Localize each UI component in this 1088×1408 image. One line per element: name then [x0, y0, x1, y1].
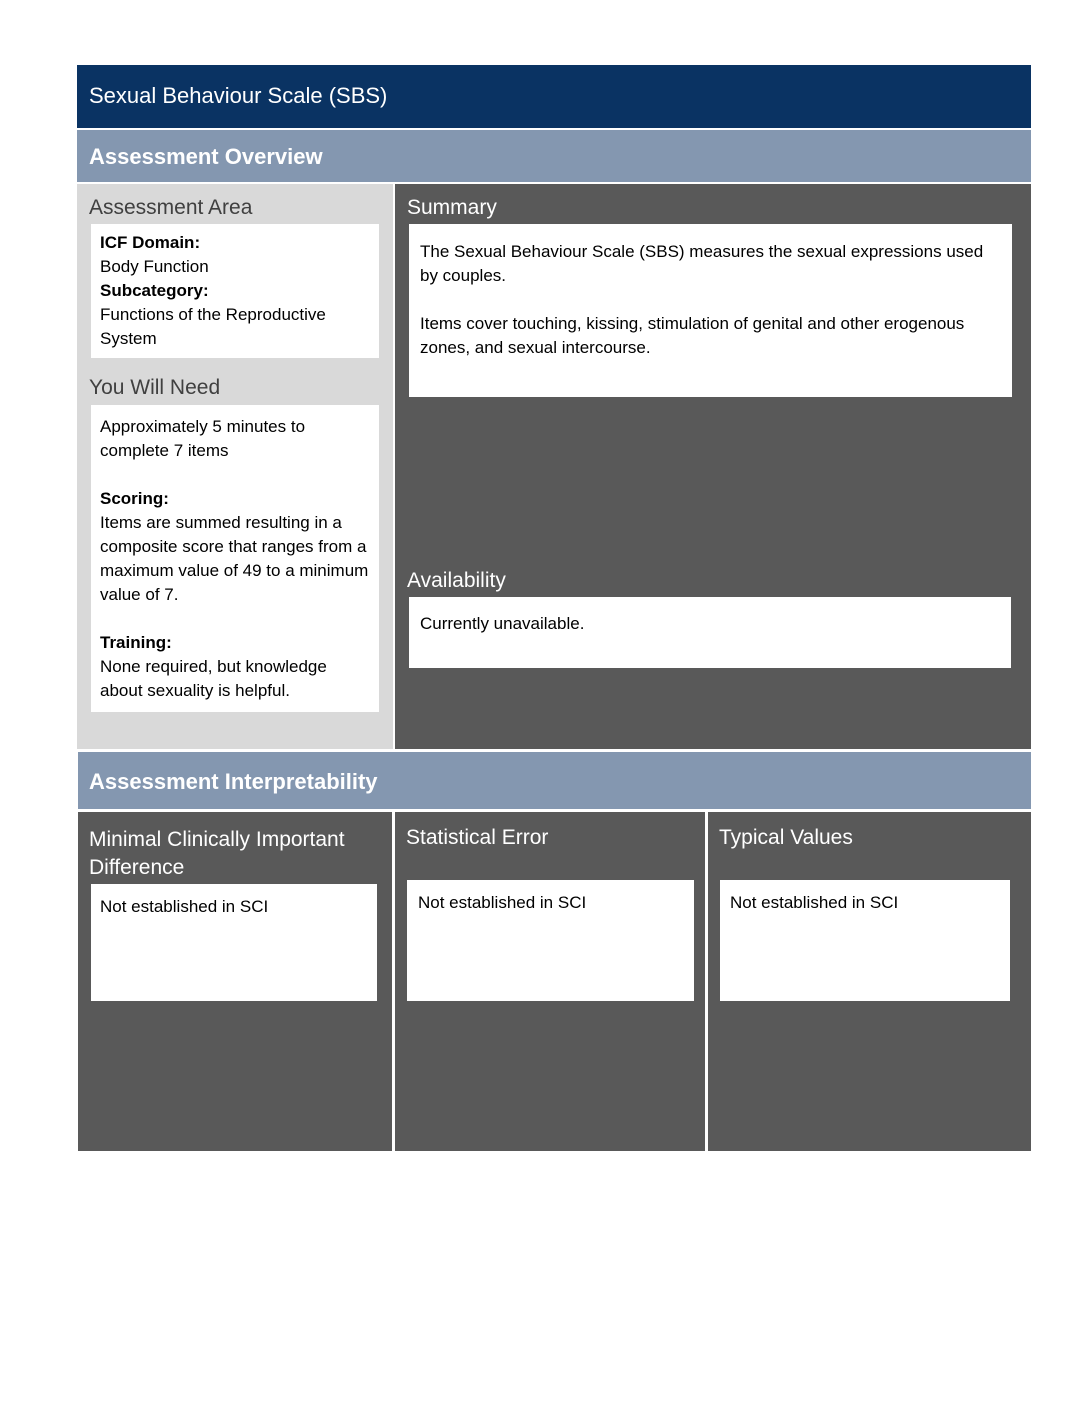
- typical-values-text: Not established in SCI: [730, 893, 899, 912]
- overview-heading: Assessment Overview: [89, 144, 323, 169]
- assessment-area-box: [91, 224, 379, 358]
- statistical-error-heading: Statistical Error: [406, 826, 549, 849]
- scoring-text: Items are summed resulting in a composite score that ranges from a maximum value of 49 to a minimum value of 7.: [100, 513, 369, 604]
- mcid-heading: Minimal Clinically Important Difference: [89, 828, 345, 879]
- title-bar: [77, 65, 1031, 128]
- availability-text: Currently unavailable.: [420, 614, 585, 633]
- summary-paragraph-2: Items cover touching, kissing, stimulation of genital and other erogenous zones, and sexual intercourse.: [420, 314, 965, 357]
- subcategory-label: Subcategory:: [100, 281, 209, 300]
- summary-paragraph-1: The Sexual Behaviour Scale (SBS) measures the sexual expressions used by couples.: [420, 242, 984, 285]
- training-label: Training:: [100, 633, 172, 652]
- statistical-error-panel: [395, 812, 705, 1151]
- assessment-area-heading: Assessment Area: [89, 196, 253, 219]
- icf-domain-label: ICF Domain:: [100, 233, 201, 252]
- scoring-label: Scoring:: [100, 489, 169, 508]
- availability-heading: Availability: [407, 569, 506, 592]
- typical-values-box: [720, 880, 1010, 1001]
- summary-box: [409, 224, 1012, 397]
- you-will-need-box: [91, 405, 379, 712]
- overview-left-panel: [77, 184, 393, 749]
- training-text: None required, but knowledge about sexuality is helpful.: [100, 657, 327, 700]
- page-title: Sexual Behaviour Scale (SBS): [89, 83, 388, 108]
- typical-values-panel: [708, 812, 1031, 1151]
- overview-section-bar: [77, 130, 1031, 182]
- interpretability-section-bar: [78, 752, 1031, 809]
- statistical-error-box: [407, 880, 694, 1001]
- typical-values-heading: Typical Values: [719, 826, 853, 849]
- time-text: Approximately 5 minutes to complete 7 items: [100, 417, 306, 460]
- mcid-panel: [78, 812, 392, 1151]
- mcid-box: [91, 884, 377, 1001]
- mcid-text: Not established in SCI: [100, 897, 269, 916]
- summary-heading: Summary: [407, 196, 497, 219]
- icf-domain-value: Body Function: [100, 257, 209, 276]
- statistical-error-text: Not established in SCI: [418, 893, 587, 912]
- subcategory-value: Functions of the Reproductive System: [100, 305, 326, 348]
- availability-box: [409, 597, 1011, 668]
- you-will-need-heading: You Will Need: [89, 376, 221, 399]
- overview-right-panel: [395, 184, 1031, 749]
- interpretability-heading: Assessment Interpretability: [89, 769, 378, 794]
